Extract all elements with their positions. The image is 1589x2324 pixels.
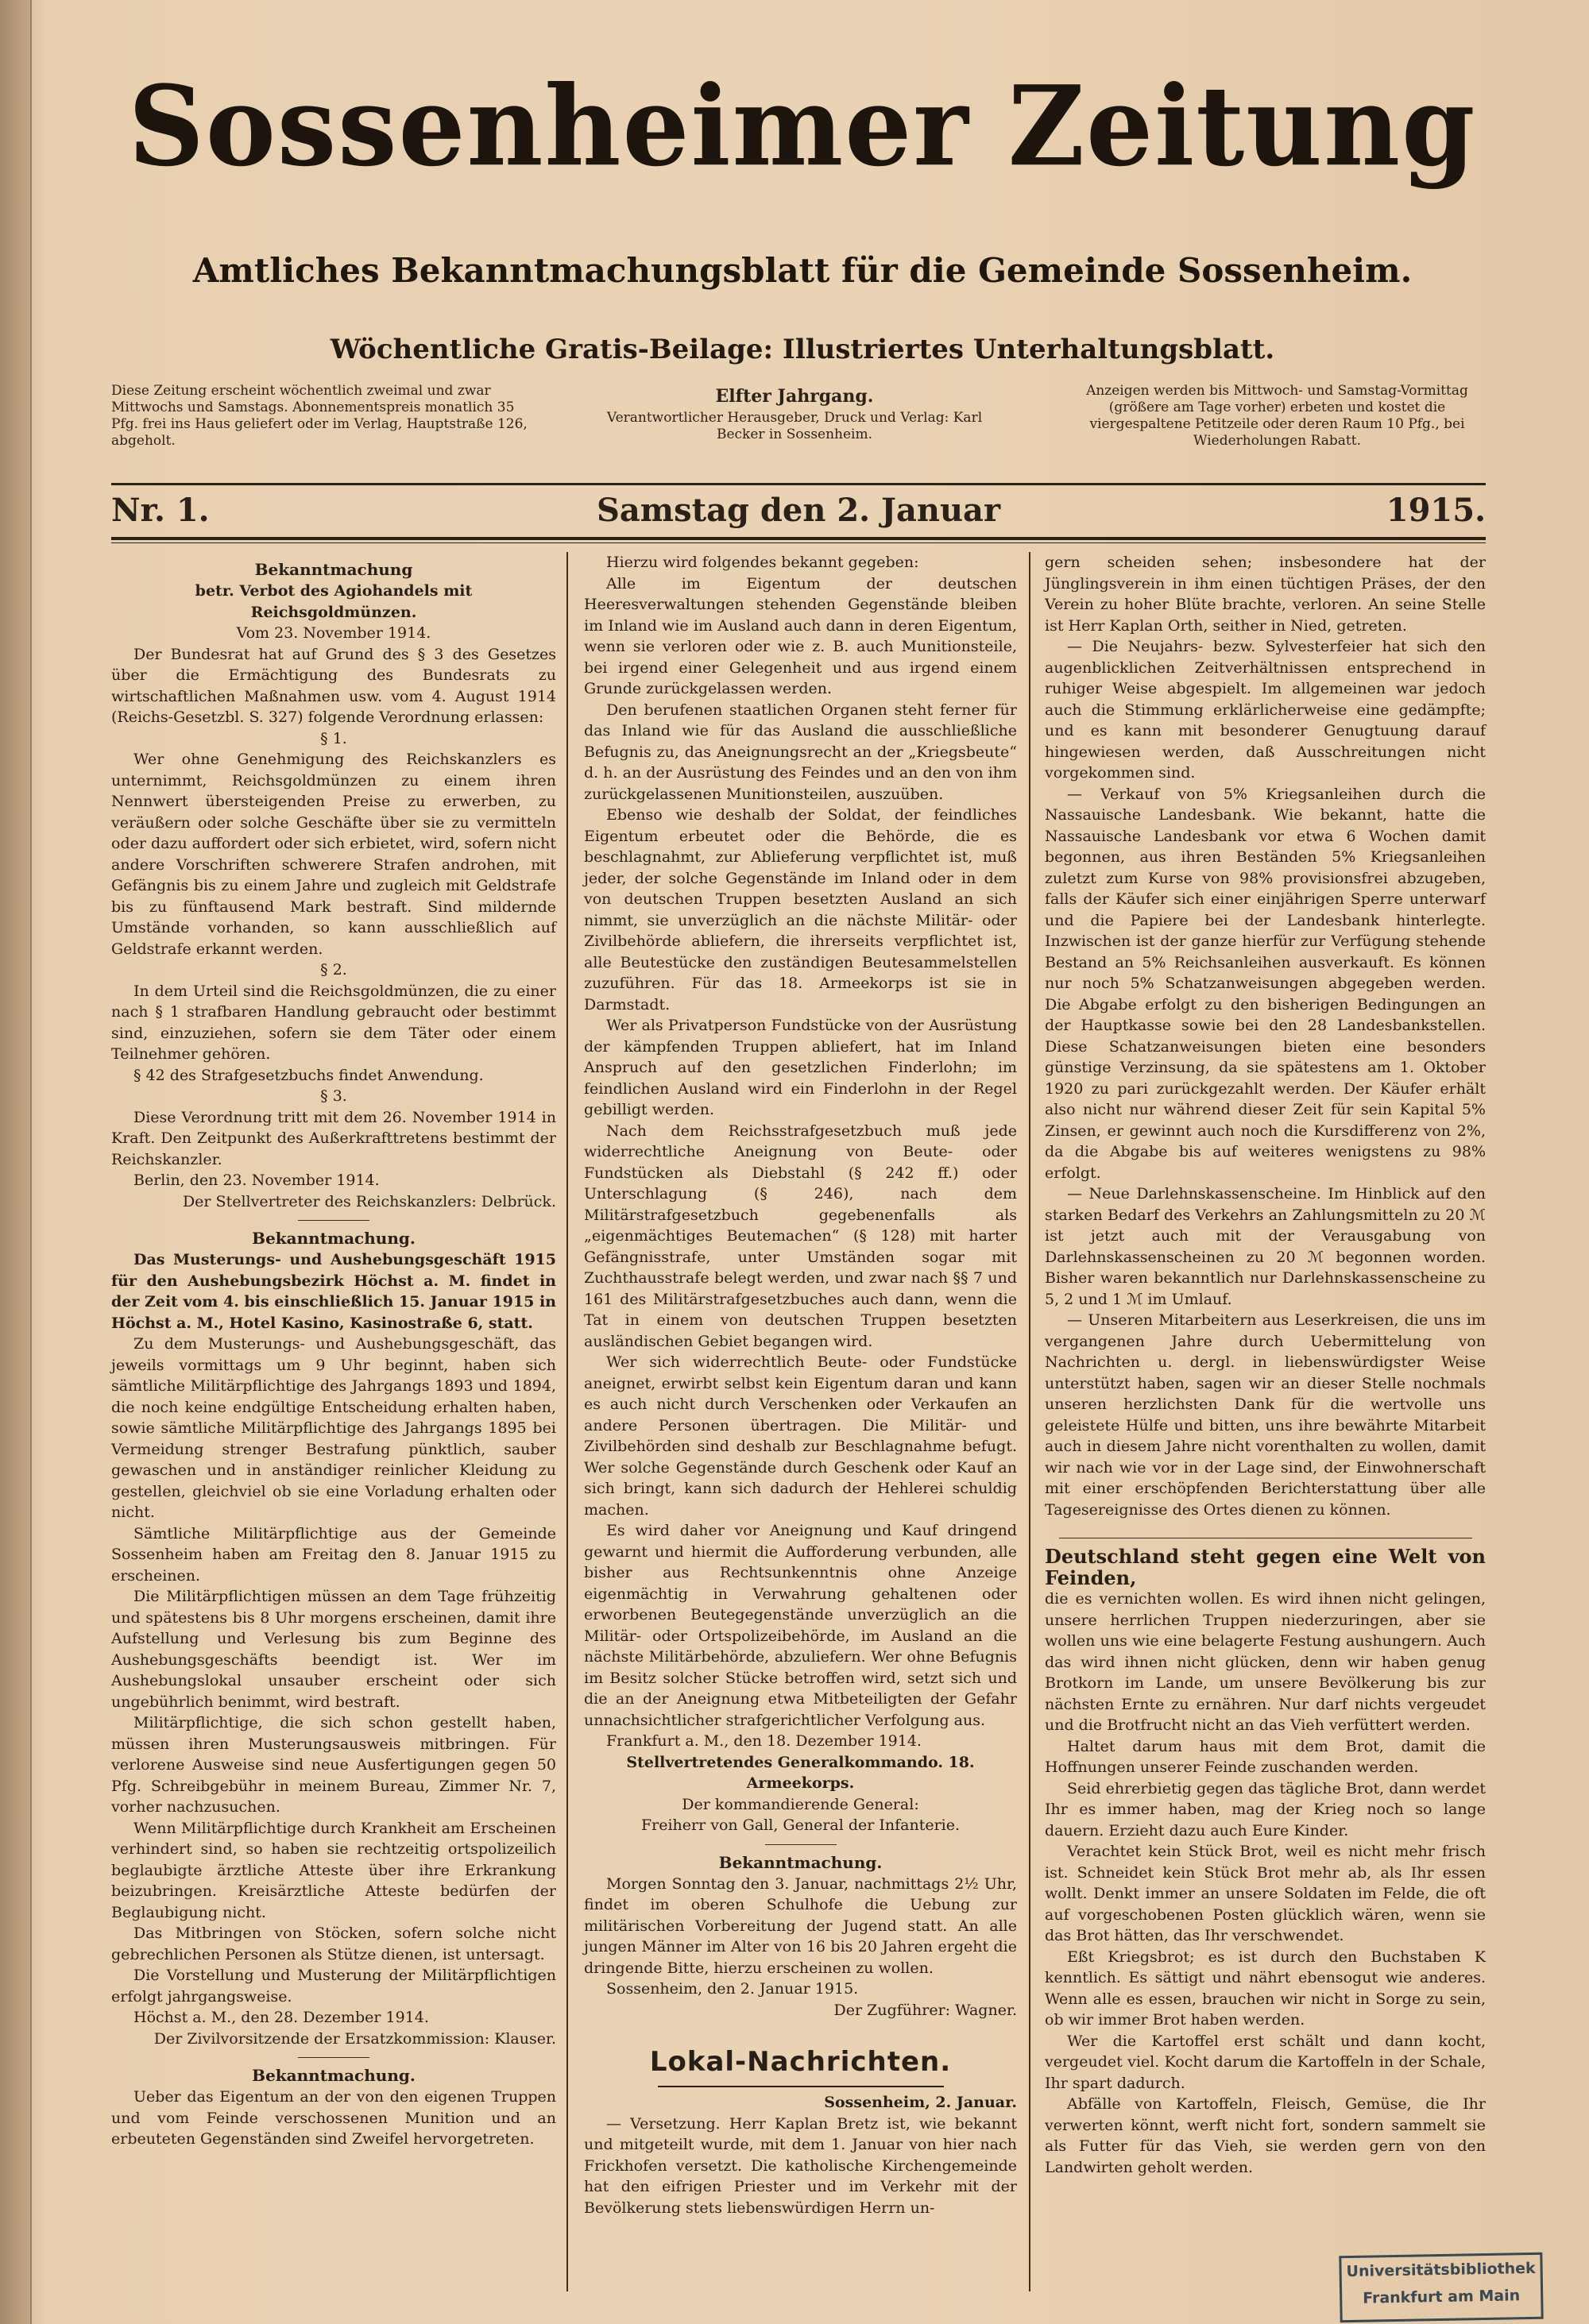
paragraph: In dem Urteil sind die Reichsgoldmünzen, die zu einer nach § 1 strafbaren Handlung gebraucht oder bestimmt sind, einzuziehen, sofern sie dem Täter oder einem Teilnehmer gehören.	[111, 982, 556, 1063]
paragraph: Morgen Sonntag den 3. Januar, nachmittags 2½ Uhr, findet im oberen Schulhofe die Uebung zur militärischen Vorbereitung der Jugend statt. An alle jungen Männer im Alter von 16 bis 20 Jahren ergeht die dringende Bitte, hierzu erscheinen zu wollen.	[584, 1874, 1017, 1977]
paragraph: Zu dem Musterungs- und Aushebungsgeschäft, das jeweils vormittags um 9 Uhr beginnt, haben sich sämtliche Militärpflichtige des Jahrgangs 1893 und 1894, die noch keine endgültige Entscheidung erhalten haben, sowie sämtliche Militärpflichtige des Jahrgangs 1895 bei Vermeidung strenger Bestrafung pünktlich, sauber gewaschen und in anständiger reinlicher Kleidung zu gestellen, gleichviel ob sie eine Vorladung erhalten oder nicht.	[111, 1335, 556, 1521]
dateline	[111, 488, 1486, 533]
paragraph: Abfälle von Kartoffeln, Fleisch, Gemüse, die Ihr verwerten könnt, werft nicht fort, sondern sammelt sie als Futter für das Vieh, sie werden gern von den Landwirten geholt werden.	[1045, 2095, 1486, 2176]
paragraph: — Die Neujahrs- bezw. Sylvesterfeier hat sich den augenblicklichen Zeitverhältnissen entsprechend in ruhiger Weise abgespielt. Im allgemeinen war jedoch auch die Stimmung erklärlicherweise eine gedämpfte; und es kann mit besonderer Genugtuung darauf hingewiesen werden, daß Ausschreitungen nicht vorgekommen sind.	[1045, 638, 1486, 782]
article-heading: Bekanntmachung.	[252, 1229, 416, 1248]
paragraph: Ueber das Eigentum an der von den eigenen Truppen und vom Feinde verschossenen Munition und an erbeuteten Gegenständen sind Zweifel hervorgetreten.	[111, 2088, 556, 2148]
paragraph: Militärpflichtige, die sich schon gestellt haben, müssen ihren Musterungsausweis mitbringen. Für verlorene Ausweise sind neue Ausfertigungen gegen 50 Pfg. Schreibgebühr in meinem Bureau, Zimmer Nr. 7, vorher nachzusuchen.	[111, 1714, 556, 1816]
column-divider-1	[566, 552, 568, 2291]
paragraph: Wer sich widerrechtlich Beute- oder Fundstücke aneignet, erwirbt selbst kein Eigentum daran und kann es auch nicht durch Verschenken oder Verkaufen an andere Personen übertragen. Die Militär- und Zivilbehörden sind deshalb zur Beschlagnahme befugt. Wer solche Gegenstände durch Geschenk oder Kauf an sich bringt, kann sich dadurch der Hehlerei schuldig machen.	[584, 1353, 1017, 1519]
header-rule-bottom-thin	[111, 542, 1486, 543]
paragraph-bold: Das Musterungs- und Aushebungsgeschäft 1915 für den Aushebungsbezirk Höchst a. M. findet in der Zeit vom 4. bis einschließlich 15. Januar 1915 in Höchst a. M., Hotel Kasino, Kasinostraße 6, statt.	[111, 1251, 556, 1332]
paragraph: Eßt Kriegsbrot; es ist durch den Buchstaben K kenntlich. Es sättigt und nährt ebensogut wie anderes. Wenn alle es essen, brauchen wir nicht in Sorge zu sein, ob wir immer Brot haben werden.	[1045, 1948, 1486, 2029]
paragraph: Wer die Kartoffel erst schält und dann kocht, vergeudet viel. Kocht darum die Kartoffeln in der Schale, Ihr spart dadurch.	[1045, 2032, 1486, 2092]
signature: Der Zugführer: Wagner.	[833, 2001, 1017, 2019]
header-rule-bottom	[111, 537, 1486, 540]
paragraph: Haltet darum haus mit dem Brot, damit die Hoffnungen unserer Feinde zuschanden werden.	[1045, 1737, 1486, 1776]
article-subheading: betr. Verbot des Agiohandels mit Reichsgoldmünzen.	[195, 582, 473, 621]
paragraph: Die Vorstellung und Musterung der Militärpflichtigen erfolgt jahrgangsweise.	[111, 1967, 556, 2006]
issue-date: Samstag den 2. Januar	[596, 492, 1001, 529]
paragraph: Nach dem Reichsstrafgesetzbuch muß jede widerrechtliche Aneignung von Beute- oder Fundstücken als Diebstahl (§ 242 ff.) oder Unterschlagung (§ 246), nach dem Militärstrafgesetzbuch gegebenenfalls als „eigenmächtiges Beutemachen“ (§ 128) mit harter Gefängnisstrafe, unter Umständen sogar mit Zuchthausstrafe belegt werden, und zwar nach §§ 7 und 161 des Militärstrafgesetzbuches auch dann, wenn die Tat in einem von deutschen Truppen besetzten ausländischen Gebiet begangen wird.	[584, 1121, 1017, 1350]
paragraph: gern scheiden sehen; insbesondere hat der Jünglingsverein in ihm einen tüchtigen Präses, der den Verein zu hoher Blüte brachte, verloren. An seine Stelle ist Herr Kaplan Orth, seither in Nied, getreten.	[1045, 554, 1486, 635]
masthead-title: Sossenheimer Zeitung	[128, 62, 1477, 191]
stamp-line-1: Universitätsbibliothek	[1346, 2259, 1536, 2281]
paragraph: Verachtet kein Stück Brot, weil es nicht mehr frisch ist. Schneidet kein Stück Brot mehr ab, als Ihr essen wollt. Denkt immer an unsere Soldaten im Felde, die oft auf vorgeschobenen Posten glücklich wären, wenn sie das Brot hätten, das Ihr verschwendet.	[1045, 1843, 1486, 1944]
issuer: Stellvertretendes Generalkommando. 18. Armeekorps.	[626, 1753, 975, 1792]
advertising-info: Anzeigen werden bis Mittwoch- und Samstag-Vormittag (größere am Tage vorher) erbeten und kostet die viergespaltene Petitzeile oder deren Raum 10 Pfg., bei Wiederholungen Rabatt.	[1086, 383, 1468, 449]
book-binding-edge	[0, 0, 32, 2324]
article-heading: Bekanntmachung	[254, 560, 413, 579]
article-heading-bread: Deutschland steht gegen eine Welt von Feinden,	[1045, 1545, 1486, 1589]
paragraph: Sossenheim, den 2. Januar 1915.	[606, 1980, 859, 1998]
paragraph: Seid ehrerbietig gegen das tägliche Brot, dann werdet Ihr es immer haben, mag der Krieg noch so lange dauern. Erzieht dazu auch Eure Kinder.	[1045, 1779, 1486, 1840]
column-divider-2	[1029, 552, 1030, 2291]
section-mark: § 1.	[320, 729, 347, 747]
paragraph: Die Militärpflichtigen müssen an dem Tage frühzeitig und spätestens bis 8 Uhr morgens erscheinen, damit ihre Aufstellung und Verlesung bis zum Beginne des Aushebungsgeschäfts beendigt ist. Wer im Aushebungslokal unsauber erscheint oder sich ungebührlich benimmt, wird bestraft.	[111, 1588, 556, 1711]
paragraph: Den berufenen staatlichen Organen steht ferner für das Inland wie für das Ausland die ausschließliche Befugnis zu, das Aneignungsrecht an der „Kriegsbeute“ d. h. an der Ausrüstung des Feindes und an den von ihm zurückgelassenen Munitionsteilen, auszuüben.	[584, 701, 1017, 803]
lokal-dateline: Sossenheim, 2. Januar.	[824, 2094, 1017, 2111]
paragraph: Frankfurt a. M., den 18. Dezember 1914.	[606, 1732, 922, 1750]
signature: Der Stellvertreter des Reichskanzlers: Delbrück.	[182, 1192, 556, 1210]
column-3	[1045, 552, 1486, 2178]
section-mark: § 2.	[320, 961, 347, 979]
paragraph: Sämtliche Militärpflichtige aus der Gemeinde Sossenheim haben am Freitag den 8. Januar 1915 zu erscheinen.	[111, 1524, 556, 1585]
library-stamp	[1339, 2253, 1543, 2322]
paragraph: Alle im Eigentum der deutschen Heeresverwaltungen stehenden Gegenstände bleiben im Inland wie im Ausland auch dann in deren Eigentum, wenn sie verloren oder wie z. B. auch Munitionsteile, bei irgend einer Gelegenheit und aus irgend einem Grunde zurückgelassen werden.	[584, 574, 1017, 697]
paragraph: die es vernichten wollen. Es wird ihnen nicht gelingen, unsere herrlichen Truppen niederzuringen, aber sie wollen uns wie eine belagerte Festung aushungern. Auch das wird ihnen nicht glücken, denn wir haben genug Brotkorn im Lande, um unsere Bevölkerung bis zur nächsten Ernte zu ernähren. Nur darf nichts vergeudet und die Brotfrucht nicht an das Vieh verfüttert werden.	[1045, 1590, 1486, 1734]
issuer-role: Der kommandierende General:	[682, 1795, 919, 1813]
section-mark: § 3.	[320, 1087, 347, 1105]
separator	[298, 1220, 369, 1221]
section-heading-lokal: Lokal-Nachrichten.	[649, 2046, 952, 2078]
header-rule-top	[111, 483, 1486, 485]
paragraph: Diese Verordnung tritt mit dem 26. November 1914 in Kraft. Den Zeitpunkt des Außerkrafttretens bestimmt der Reichskanzler.	[111, 1108, 556, 1168]
paragraph: Wer als Privatperson Fundstücke von der Ausrüstung der kämpfenden Truppen abliefert, hat im Inland Anspruch auf den gesetzlichen Finderlohn; im feindlichen Ausland wird ein Finderlohn in der Regel gebilligt werden.	[584, 1017, 1017, 1118]
paragraph: — Versetzung. Herr Kaplan Bretz ist, wie bekannt und mitgeteilt wurde, mit dem 1. Januar von hier nach Frickhofen versetzt. Die katholische Kirchengemeinde hat den eifrigen Priester und im Verkehr mit der Bevölkerung stets liebenswürdigen Herrn un-	[584, 2114, 1017, 2217]
signature: Freiherr von Gall, General der Infanterie.	[640, 1816, 961, 1834]
stamp-line-2: Frankfurt am Main	[1363, 2287, 1521, 2307]
column-2	[584, 552, 1017, 2218]
column-1	[111, 552, 556, 2150]
paragraph: — Unseren Mitarbeitern aus Leserkreisen, die uns im vergangenen Jahre durch Uebermittelung von Nachrichten u. dergl. in liebenswürdigster Weise unterstützt haben, sagen wir an dieser Stelle nochmals unseren herzlichsten Dank für die wertvolle uns geleistete Hülfe und bitten, uns ihre bewährte Mitarbeit auch in diesem Jahre nicht vorenthalten zu wollen, damit wir nach wie vor in der Lage sind, der Einwohnerschaft mit einer erschöpfenden Berichterstattung über alle Tagesereignisse des Ortes dienen zu können.	[1045, 1311, 1486, 1519]
separator	[298, 2057, 369, 2058]
publisher-info	[588, 383, 1001, 443]
paragraph: — Verkauf von 5% Kriegsanleihen durch die Nassauische Landesbank. Wie bekannt, hatte die Nassauische Landesbank vor etwa 6 Wochen damit begonnen, aus ihren Beständen 5% Kriegsanleihen zuletzt zum Kurse von 98% provisionsfrei abzugeben, falls der Käufer sich einer einjährigen Sperre unterwarf und die Papiere bei der Landesbank hinterlegte. Inzwischen ist der ganze hierfür zur Verfügung stehende Bestand an 5% Reichsanleihen ausverkauft. Es können nur noch 5% Schatzanweisungen abgegeben werden. Die Abgabe erfolgt zu den bisherigen Bedingungen an der Hauptkasse sowie bei den 28 Landesbankstellen. Diese Schatzanweisungen bieten eine besonders günstige Verzinsung, da sie spätestens am 1. Oktober 1920 zu pari zurückgezahlt werden. Der Käufer erhält also nicht nur während dieser Zeit für sein Kapital 5% Zinsen, er gewinnt auch noch die Kursdifferenz von 2%, da die Abgabe bis auf weiteres wenigstens zu 98% erfolgt.	[1045, 785, 1486, 1182]
section-rule	[658, 2086, 944, 2087]
paragraph: Hierzu wird folgendes bekannt gegeben:	[606, 554, 919, 571]
volume-label: Elfter Jahrgang.	[715, 386, 874, 407]
paragraph: Der Bundesrat hat auf Grund des § 3 des Gesetzes über die Ermächtigung des Bundesrats zu wirtschaftlichen Maßnahmen usw. vom 4. August 1914 (Reichs-Gesetzbl. S. 327) folgende Verordnung erlassen:	[111, 645, 556, 726]
paragraph: § 42 des Strafgesetzbuchs findet Anwendung.	[133, 1066, 484, 1084]
article-date: Vom 23. November 1914.	[236, 624, 431, 642]
article-heading: Bekanntmachung.	[718, 1852, 883, 1872]
signature: Der Zivilvorsitzende der Ersatzkommission: Klauser.	[153, 2029, 556, 2048]
issue-year: 1915.	[1386, 492, 1486, 529]
article-heading: Bekanntmachung.	[252, 2066, 416, 2085]
paragraph: Wenn Militärpflichtige durch Krankheit am Erscheinen verhindert sind, so haben sie rechtzeitig ortspolizeilich beglaubigte ärztliche Atteste über ihre Erkrankung beizubringen. Kreisärztliche Atteste bedürfen der Beglaubigung nicht.	[111, 1819, 556, 1921]
paragraph: Es wird daher vor Aneignung und Kauf dringend gewarnt und hiermit die Aufforderung verbunden, alle bisher aus Rechtsunkenntnis ohne Anzeige eigenmächtig in Verwahrung gehaltenen oder erworbenen Beutegegenstände unverzüglich an die Militär- oder Ortspolizeibehörde, im Ausland an die nächste Militärbehörde, abzuliefern. Wer ohne Befugnis im Besitz solcher Stücke betroffen wird, setzt sich und die an der Aneignung etwa Mitbeteiligten der Gefahr unnachsichtlicher strafgerichtlicher Verfolgung aus.	[584, 1522, 1017, 1729]
separator	[765, 1844, 837, 1845]
publisher-line: Verantwortlicher Herausgeber, Druck und Verlag: Karl Becker in Sossenheim.	[606, 410, 983, 442]
paragraph: — Neue Darlehnskassenscheine. Im Hinblick auf den starken Bedarf des Verkehrs an Zahlungsmitteln zu 20 ℳ ist jetzt auch mit der Verausgabung von Darlehnskassenscheinen zu 20 ℳ begonnen worden. Bisher waren bekanntlich nur Darlehnskassenscheine zu 5, 2 und 1 ℳ im Umlauf.	[1045, 1185, 1486, 1308]
paragraph: Das Mitbringen von Stöcken, sofern solche nicht gebrechlichen Personen als Stütze dienen, ist untersagt.	[111, 1924, 556, 1963]
paragraph: Ebenso wie deshalb der Soldat, der feindliches Eigentum erbeutet oder die Behörde, die es beschlagnahmt, zur Ablieferung verpflichtet ist, muß jeder, der solche Gegenstände im Inland oder in dem von deutschen Truppen besetzten Ausland an sich nimmt, sie unverzüglich an die nächste Militär- oder Zivilbehörde abliefern, die ihrerseits verpflichtet ist, alle Beutestücke den zuständigen Beutesammelstellen zuzuführen. Für das 18. Armeekorps ist sie in Darmstadt.	[584, 806, 1017, 1013]
paragraph: Berlin, den 23. November 1914.	[133, 1172, 380, 1189]
subscription-info: Diese Zeitung erscheint wöchentlich zweimal und zwar Mittwochs und Samstags. Abonnementspreis monatlich 35 Pfg. frei ins Haus geliefert oder im Verlag, Hauptstraße 126, abgeholt.	[111, 383, 528, 449]
paragraph: Wer ohne Genehmigung des Reichskanzlers es unternimmt, Reichsgoldmünzen zu einem ihren Nennwert übersteigenden Preise zu erwerben, zu veräußern oder solche Geschäfte über sie zu vermitteln oder dazu auffordert oder sich erbietet, wird, sofern nicht andere Vorschriften schwerere Strafen androhen, mit Gefängnis bis zu einem Jahre und zugleich mit Geldstrafe bis zu fünftausend Mark bestraft. Sind mildernde Umstände vorhanden, so kann ausschließlich auf Geldstrafe erkannt werden.	[111, 751, 556, 958]
masthead-subtitle: Amtliches Bekanntmachungsblatt für die Gemeinde Sossenheim.	[192, 251, 1413, 290]
masthead-supplement: Wöchentliche Gratis-Beilage: Illustriertes Unterhaltungsblatt.	[330, 334, 1275, 365]
issue-number: Nr. 1.	[111, 492, 210, 529]
paragraph: Höchst a. M., den 28. Dezember 1914.	[133, 2009, 429, 2026]
